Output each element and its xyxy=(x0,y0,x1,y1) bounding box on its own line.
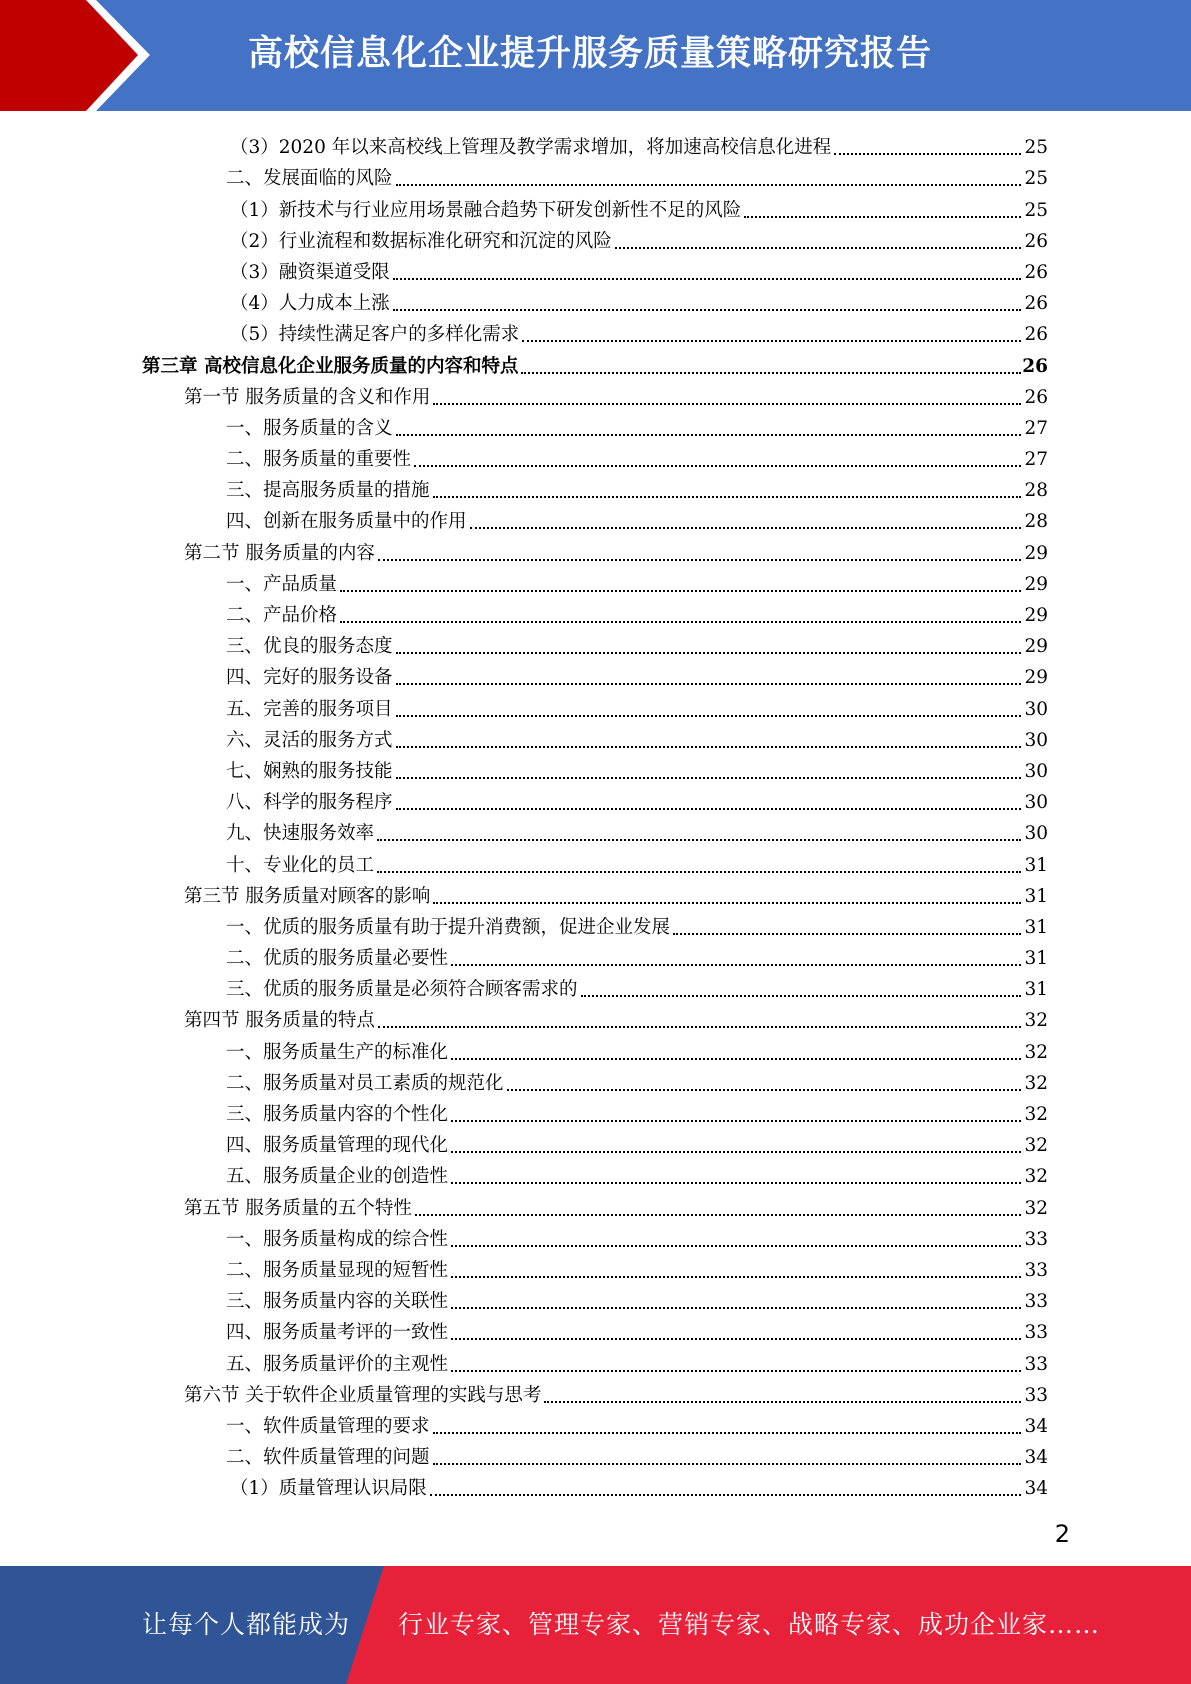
toc-entry-page: 32 xyxy=(1024,1166,1048,1188)
toc-dot-leader xyxy=(744,216,1021,218)
toc-entry-page: 32 xyxy=(1024,1072,1048,1094)
toc-dot-leader xyxy=(396,808,1021,810)
page-header xyxy=(0,0,1191,111)
toc-entry-title: 二、发展面临的风险 xyxy=(226,168,393,190)
toc-dot-leader xyxy=(396,715,1021,717)
toc-entry-page: 34 xyxy=(1024,1415,1048,1437)
toc-dot-leader xyxy=(451,1058,1021,1060)
toc-entry[interactable] xyxy=(0,1065,1048,1096)
toc-dot-leader xyxy=(378,1026,1021,1028)
toc-entry-title: 三、服务质量内容的关联性 xyxy=(226,1291,449,1313)
toc-entry[interactable] xyxy=(0,566,1048,597)
toc-entry[interactable] xyxy=(0,1408,1048,1439)
toc-entry-title: 二、服务质量对员工素质的规范化 xyxy=(226,1072,504,1094)
toc-entry-page: 31 xyxy=(1024,916,1048,938)
toc-entry-page: 33 xyxy=(1024,1259,1048,1281)
toc-entry-page: 25 xyxy=(1024,137,1048,159)
toc-entry-page: 32 xyxy=(1024,1135,1048,1157)
toc-dot-leader xyxy=(451,1307,1021,1309)
toc-dot-leader xyxy=(544,1401,1021,1403)
toc-entry[interactable] xyxy=(0,940,1048,971)
toc-entry[interactable] xyxy=(0,472,1048,503)
toc-entry-page: 29 xyxy=(1024,573,1048,595)
toc-entry-page: 33 xyxy=(1024,1322,1048,1344)
toc-dot-leader xyxy=(396,777,1021,779)
toc-dot-leader xyxy=(396,434,1021,436)
toc-dot-leader xyxy=(340,621,1021,623)
toc-entry[interactable] xyxy=(0,1127,1048,1158)
toc-entry-page: 25 xyxy=(1024,199,1048,221)
footer-slogan-left: 让每个人都能成为 xyxy=(142,1610,351,1639)
toc-entry-page: 26 xyxy=(1024,230,1048,252)
toc-entry-title: 二、产品价格 xyxy=(226,605,338,626)
toc-section-entry[interactable] xyxy=(0,1189,1048,1220)
toc-dot-leader xyxy=(451,1120,1021,1122)
toc-entry[interactable] xyxy=(0,1096,1048,1127)
toc-entry[interactable] xyxy=(0,129,1048,160)
toc-dot-leader xyxy=(377,871,1021,873)
toc-entry-title: 二、服务质量显现的短暂性 xyxy=(226,1259,449,1281)
toc-entry-page: 31 xyxy=(1024,979,1048,1001)
toc-entry[interactable] xyxy=(0,1033,1048,1064)
toc-entry-page: 30 xyxy=(1024,729,1048,751)
toc-entry-page: 30 xyxy=(1024,792,1048,814)
toc-entry-title: 第三章 高校信息化企业服务质量的内容和特点 xyxy=(142,355,519,377)
table-of-contents xyxy=(0,129,1191,1501)
toc-entry[interactable] xyxy=(0,160,1048,191)
toc-entry-page: 25 xyxy=(1024,168,1048,190)
toc-entry-title: 四、完好的服务设备 xyxy=(226,667,393,689)
toc-entry[interactable] xyxy=(0,223,1048,254)
toc-entry-title: 三、优良的服务态度 xyxy=(226,636,393,658)
toc-dot-leader xyxy=(433,1463,1021,1465)
toc-entry-page: 30 xyxy=(1024,760,1048,782)
toc-entry-page: 26 xyxy=(1024,261,1048,283)
toc-entry-page: 30 xyxy=(1024,698,1048,720)
toc-section-entry[interactable] xyxy=(0,534,1048,565)
toc-entry-title: 二、软件质量管理的问题 xyxy=(226,1447,430,1469)
toc-entry-title: 五、完善的服务项目 xyxy=(226,698,393,720)
toc-entry-page: 28 xyxy=(1024,511,1048,533)
toc-entry-title: 一、优质的服务质量有助于提升消费额，促进企业发展 xyxy=(226,916,671,938)
toc-entry[interactable] xyxy=(0,1314,1048,1345)
toc-entry-title: 第三节 服务质量对顾客的影响 xyxy=(184,885,431,907)
toc-entry-title: 七、娴熟的服务技能 xyxy=(226,760,393,782)
toc-entry[interactable] xyxy=(0,191,1048,222)
toc-entry-title: 四、服务质量考评的一致性 xyxy=(226,1322,449,1344)
toc-entry-title: 第四节 服务质量的特点 xyxy=(184,1010,375,1032)
toc-entry-page: 33 xyxy=(1024,1353,1048,1375)
toc-entry-title: （3）融资渠道受限 xyxy=(230,261,390,283)
toc-entry-page: 32 xyxy=(1024,1010,1048,1032)
toc-dot-leader xyxy=(378,559,1021,561)
toc-entry-page: 32 xyxy=(1024,1197,1048,1219)
toc-entry-page: 26 xyxy=(1024,386,1048,408)
toc-dot-leader xyxy=(430,1494,1021,1496)
toc-entry[interactable] xyxy=(0,1252,1048,1283)
toc-entry[interactable] xyxy=(0,628,1048,659)
toc-dot-leader xyxy=(451,1276,1021,1278)
toc-entry-page: 32 xyxy=(1024,1041,1048,1063)
toc-dot-leader xyxy=(470,527,1021,529)
toc-dot-leader xyxy=(834,153,1021,155)
toc-entry-page: 32 xyxy=(1024,1104,1048,1125)
toc-entry[interactable] xyxy=(0,503,1048,534)
toc-dot-leader xyxy=(615,247,1021,249)
toc-entry[interactable] xyxy=(0,846,1048,877)
toc-entry-title: 九、快速服务效率 xyxy=(226,823,375,845)
toc-entry-page: 27 xyxy=(1024,449,1048,471)
header-arrow-logo xyxy=(0,0,140,111)
toc-dot-leader xyxy=(581,995,1021,997)
toc-dot-leader xyxy=(507,1089,1021,1091)
toc-entry-title: 三、优质的服务质量是必须符合顾客需求的 xyxy=(226,979,578,1001)
toc-entry[interactable] xyxy=(0,815,1048,846)
toc-entry-page: 26 xyxy=(1024,324,1048,346)
toc-dot-leader xyxy=(396,652,1021,654)
toc-dot-leader xyxy=(433,902,1021,904)
toc-entry[interactable] xyxy=(0,659,1048,690)
toc-entry-title: 第六节 关于软件企业质量管理的实践与思考 xyxy=(184,1384,542,1406)
toc-section-entry[interactable] xyxy=(0,1002,1048,1033)
toc-entry-title: 二、服务质量的重要性 xyxy=(226,449,412,471)
toc-section-entry[interactable] xyxy=(0,878,1048,909)
toc-entry[interactable] xyxy=(0,285,1048,316)
toc-dot-leader xyxy=(451,1370,1021,1372)
toc-dot-leader xyxy=(433,1432,1021,1434)
toc-entry[interactable] xyxy=(0,722,1048,753)
toc-entry[interactable] xyxy=(0,1283,1048,1314)
toc-dot-leader xyxy=(433,403,1021,405)
toc-section-entry[interactable] xyxy=(0,379,1048,410)
toc-entry[interactable] xyxy=(0,1470,1048,1501)
toc-entry-title: （4）人力成本上涨 xyxy=(230,293,390,315)
toc-entry-page: 33 xyxy=(1024,1384,1048,1406)
toc-entry-title: 三、提高服务质量的措施 xyxy=(226,480,430,502)
toc-dot-leader xyxy=(451,1245,1021,1247)
toc-entry-page: 26 xyxy=(1024,293,1048,315)
toc-entry-title: 八、科学的服务程序 xyxy=(226,792,393,814)
toc-dot-leader xyxy=(340,590,1021,592)
toc-entry[interactable] xyxy=(0,971,1048,1002)
toc-entry-page: 31 xyxy=(1024,854,1048,876)
page-footer xyxy=(0,1566,1191,1684)
toc-dot-leader xyxy=(451,1338,1021,1340)
toc-dot-leader xyxy=(451,964,1021,966)
toc-entry[interactable] xyxy=(0,316,1048,347)
toc-entry-page: 28 xyxy=(1024,480,1048,502)
toc-entry-title: （1）质量管理认识局限 xyxy=(230,1478,427,1500)
toc-entry-page: 29 xyxy=(1024,605,1048,626)
toc-entry[interactable] xyxy=(0,784,1048,815)
toc-entry-title: 一、软件质量管理的要求 xyxy=(226,1415,430,1437)
toc-entry[interactable] xyxy=(0,254,1048,285)
toc-entry-page: 34 xyxy=(1024,1478,1048,1500)
toc-entry-title: （1）新技术与行业应用场景融合趋势下研发创新性不足的风险 xyxy=(230,199,742,221)
toc-dot-leader xyxy=(396,184,1021,186)
toc-entry-title: （2）行业流程和数据标准化研究和沉淀的风险 xyxy=(230,230,612,252)
toc-dot-leader xyxy=(433,496,1021,498)
toc-entry-title: 一、服务质量生产的标准化 xyxy=(226,1041,449,1063)
toc-entry-title: 一、服务质量构成的综合性 xyxy=(226,1228,449,1250)
toc-entry-page: 29 xyxy=(1024,542,1048,564)
toc-entry-page: 29 xyxy=(1024,667,1048,689)
toc-entry-page: 31 xyxy=(1024,885,1048,907)
toc-entry-title: 第五节 服务质量的五个特性 xyxy=(184,1197,412,1219)
toc-entry[interactable] xyxy=(0,597,1048,628)
toc-entry-title: 三、服务质量内容的个性化 xyxy=(226,1104,449,1125)
toc-entry[interactable] xyxy=(0,909,1048,940)
toc-entry-title: 四、创新在服务质量中的作用 xyxy=(226,511,467,533)
toc-dot-leader xyxy=(451,1151,1021,1153)
footer-slogan-right: 行业专家、管理专家、营销专家、战略专家、成功企业家…… xyxy=(398,1610,1101,1639)
toc-entry-page: 29 xyxy=(1024,636,1048,658)
toc-entry-title: 二、优质的服务质量必要性 xyxy=(226,948,449,970)
toc-entry-page: 27 xyxy=(1024,417,1048,439)
toc-entry-page: 26 xyxy=(1022,355,1048,377)
toc-dot-leader xyxy=(451,1182,1021,1184)
toc-entry-title: 六、灵活的服务方式 xyxy=(226,729,393,751)
toc-entry-title: 五、服务质量评价的主观性 xyxy=(226,1353,449,1375)
toc-entry-title: 第二节 服务质量的内容 xyxy=(184,542,375,564)
toc-dot-leader xyxy=(415,1214,1021,1216)
toc-entry-title: 一、服务质量的含义 xyxy=(226,417,393,439)
toc-entry[interactable] xyxy=(0,1221,1048,1252)
toc-entry-title: 五、服务质量企业的创造性 xyxy=(226,1166,449,1188)
toc-entry[interactable] xyxy=(0,441,1048,472)
toc-dot-leader xyxy=(393,309,1021,311)
toc-entry-title: 第一节 服务质量的含义和作用 xyxy=(184,386,431,408)
toc-entry[interactable] xyxy=(0,1158,1048,1189)
toc-section-entry[interactable] xyxy=(0,1377,1048,1408)
toc-entry-page: 30 xyxy=(1024,823,1048,845)
toc-entry[interactable] xyxy=(0,690,1048,721)
toc-entry-title: 十、专业化的员工 xyxy=(226,854,375,876)
toc-entry-title: （3）2020 年以来高校线上管理及教学需求增加，将加速高校信息化进程 xyxy=(230,137,832,159)
toc-entry-title: 一、产品质量 xyxy=(226,573,338,595)
toc-entry-title: 四、服务质量管理的现代化 xyxy=(226,1135,449,1157)
toc-dot-leader xyxy=(377,839,1021,841)
toc-entry[interactable] xyxy=(0,1439,1048,1470)
toc-entry-page: 34 xyxy=(1024,1447,1048,1469)
toc-entry[interactable] xyxy=(0,410,1048,441)
toc-entry[interactable] xyxy=(0,1345,1048,1376)
toc-entry-page: 33 xyxy=(1024,1228,1048,1250)
toc-dot-leader xyxy=(673,933,1021,935)
toc-entry-page: 31 xyxy=(1024,948,1048,970)
page-number: 2 xyxy=(1054,1520,1070,1548)
toc-dot-leader xyxy=(522,340,1021,342)
toc-dot-leader xyxy=(521,372,1021,374)
toc-dot-leader xyxy=(393,278,1021,280)
toc-dot-leader xyxy=(396,683,1021,685)
toc-dot-leader xyxy=(396,746,1021,748)
report-title: 高校信息化企业提升服务质量策略研究报告 xyxy=(247,34,932,74)
toc-entry[interactable] xyxy=(0,753,1048,784)
toc-dot-leader xyxy=(414,465,1021,467)
toc-chapter-entry[interactable] xyxy=(0,347,1048,378)
toc-entry-page: 33 xyxy=(1024,1291,1048,1313)
toc-entry-title: （5）持续性满足客户的多样化需求 xyxy=(230,324,520,346)
